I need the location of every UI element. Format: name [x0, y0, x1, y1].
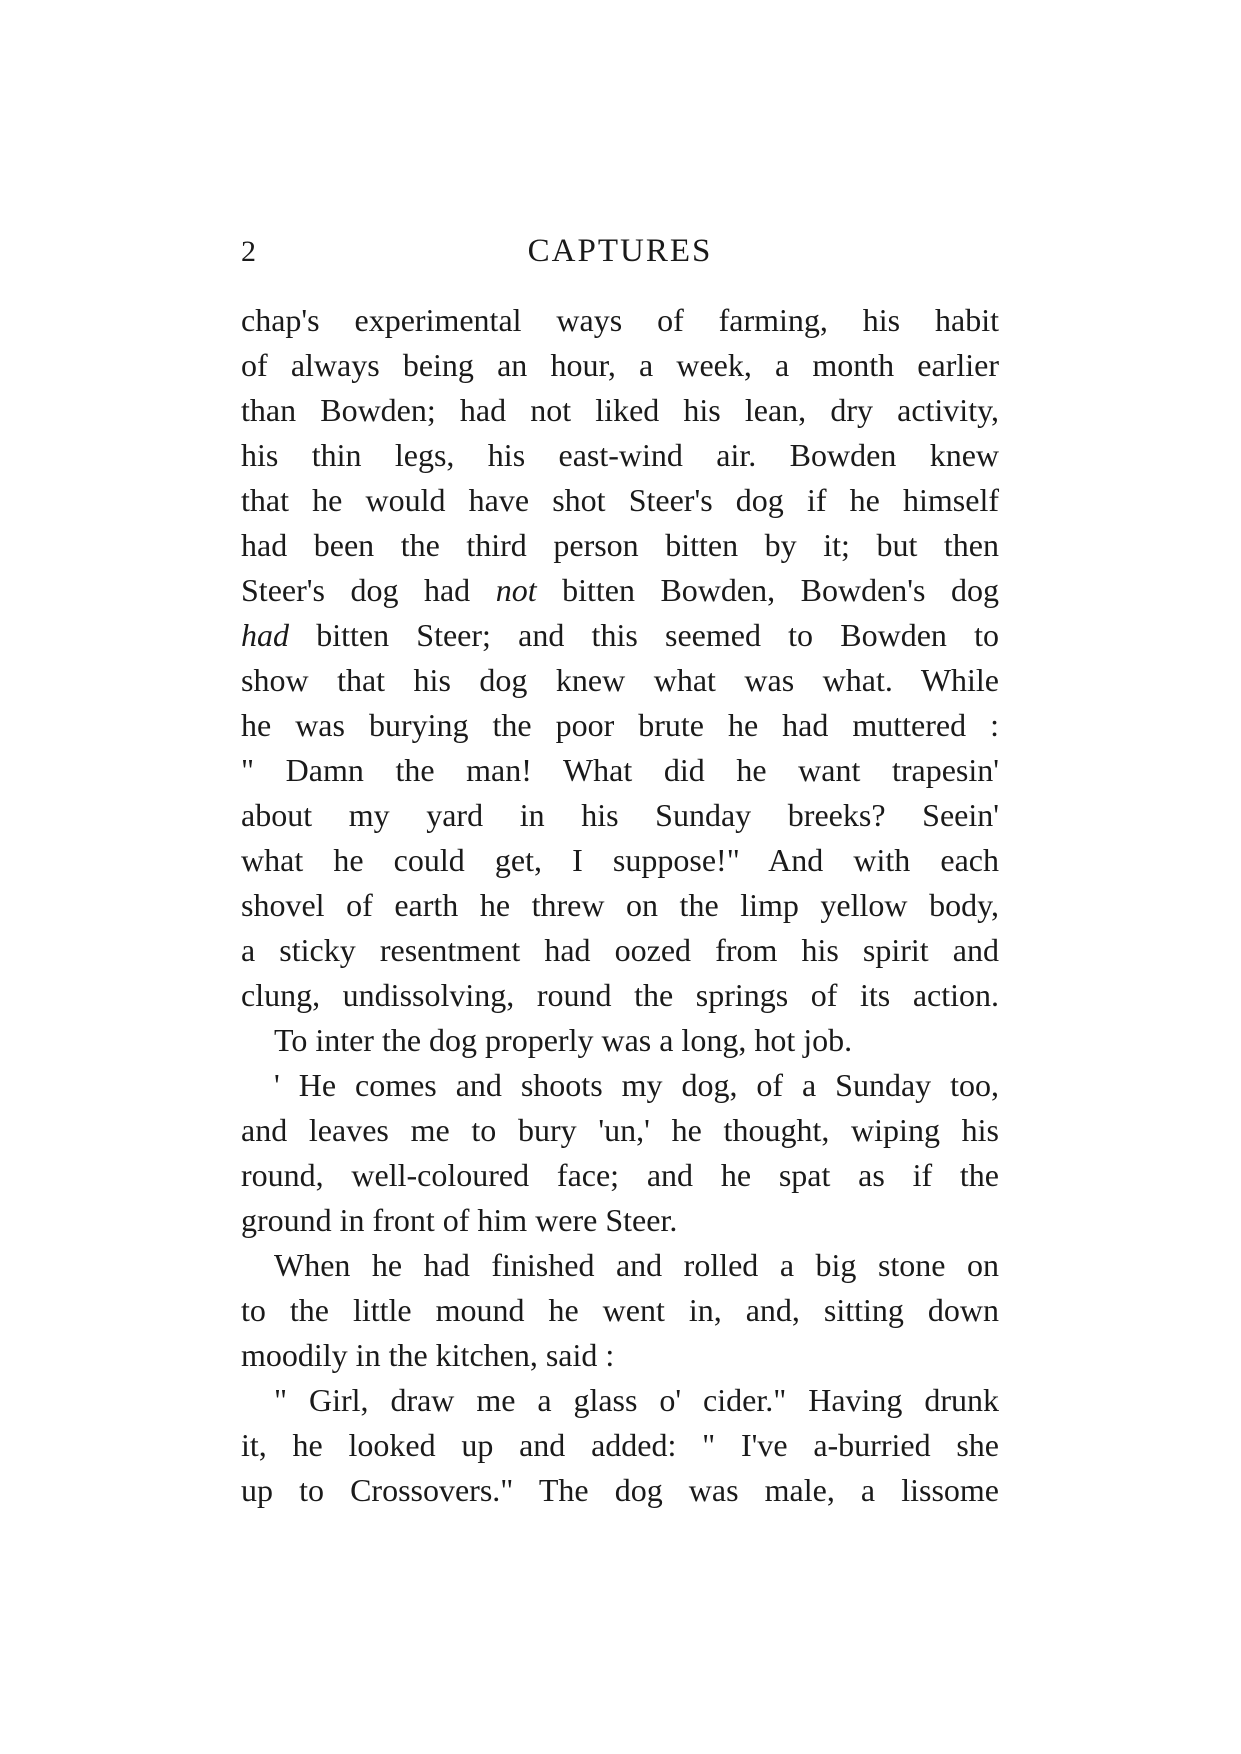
text-line: shovel of earth he threw on the limp yellow body, — [241, 887, 999, 923]
text-line: ground in front of him were Steer. — [241, 1202, 678, 1238]
paragraph-start-line: To inter the dog properly was a long, hot job. — [274, 1022, 853, 1058]
text-line: it, he looked up and added: " I've a-burried she — [241, 1427, 999, 1463]
text-line: chap's experimental ways of farming, his habit — [241, 302, 999, 338]
text-line: " Damn the man! What did he want trapesin' — [241, 752, 999, 788]
text-line: clung, undissolving, round the springs of its action. — [241, 977, 999, 1013]
text-line: had been the third person bitten by it; but then — [241, 527, 999, 563]
text-line: up to Crossovers." The dog was male, a lissome — [241, 1472, 999, 1508]
paragraph-start-line: " Girl, draw me a glass o' cider." Having drunk — [274, 1382, 999, 1418]
text-line: moodily in the kitchen, said : — [241, 1337, 615, 1373]
text-line: that he would have shot Steer's dog if he himself — [241, 482, 999, 518]
italic-word: not — [495, 572, 537, 608]
text-line: show that his dog knew what was what. While — [241, 662, 999, 698]
text-line: what he could get, I suppose!" And with each — [241, 842, 999, 878]
text-line — [241, 613, 999, 658]
text-line: than Bowden; had not liked his lean, dry activity, — [241, 392, 999, 428]
body-text — [241, 298, 999, 1513]
text-run: bitten Bowden, Bowden's dog — [536, 572, 1000, 608]
text-line: a sticky resentment had oozed from his spirit and — [241, 932, 999, 968]
page-title: CAPTURES — [527, 233, 713, 269]
page-number: 2 — [241, 235, 256, 268]
text-line: of always being an hour, a week, a month earlier — [241, 347, 999, 383]
paragraph-start-line: When he had finished and rolled a big stone on — [274, 1247, 999, 1283]
text-line: round, well-coloured face; and he spat as if the — [241, 1157, 999, 1193]
text-line: about my yard in his Sunday breeks? Seein' — [241, 797, 999, 833]
italic-word: had — [241, 617, 289, 653]
text-line: and leaves me to bury 'un,' he thought, wiping his — [241, 1112, 999, 1148]
text-line: to the little mound he went in, and, sitting down — [241, 1292, 999, 1328]
text-run: Steer's dog had — [241, 572, 496, 608]
text-run: bitten Steer; and this seemed to Bowden to — [289, 617, 999, 653]
running-head — [241, 233, 999, 273]
text-line — [241, 568, 999, 613]
text-line: he was burying the poor brute he had muttered : — [241, 707, 999, 743]
text-line: his thin legs, his east-wind air. Bowden knew — [241, 437, 999, 473]
paragraph-start-line: ' He comes and shoots my dog, of a Sunday too, — [274, 1067, 999, 1103]
